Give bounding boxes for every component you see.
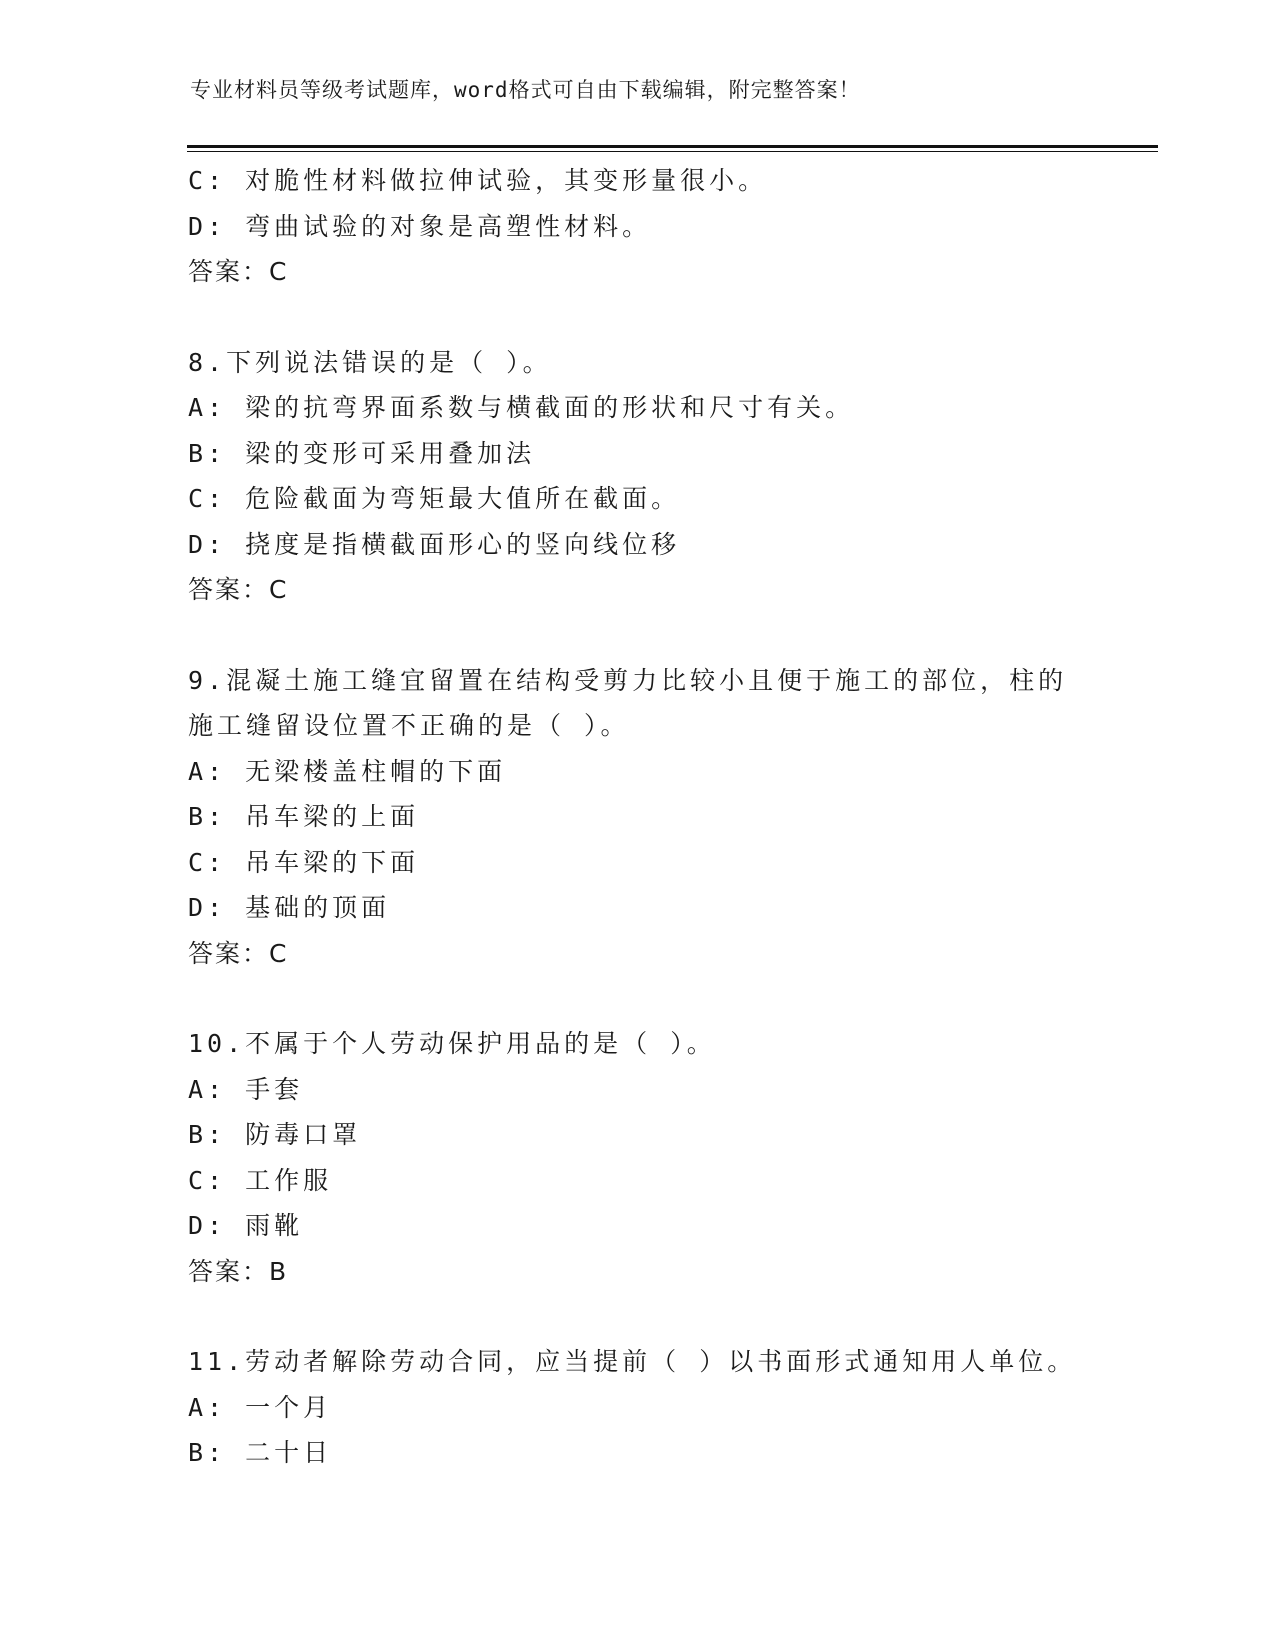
option-text: 吊车梁的下面 [245,847,420,877]
option-text: 梁的抗弯界面系数与横截面的形状和尺寸有关。 [245,393,855,422]
option-label: A: [188,1392,227,1422]
option-line [188,1430,1148,1476]
option-text: 吊车梁的上面 [245,802,420,831]
option-line [188,385,1148,431]
option-text: 基础的顶面 [245,893,391,922]
answer-line: 答案：C [188,938,289,968]
option-line [188,204,1148,250]
page-header: 专业材料员等级考试题库，word格式可自由下载编辑，附完整答案！ [190,78,861,102]
option-text: 弯曲试验的对象是高塑性材料。 [245,211,652,241]
option-label: D: [188,529,227,559]
header-rule-thick [187,145,1158,148]
option-text: 梁的变形可采用叠加法 [245,438,536,468]
option-line [188,1203,1148,1249]
option-label: B: [188,1120,227,1149]
option-line [188,431,1148,477]
option-text: 防毒口罩 [245,1120,362,1149]
option-text: 雨靴 [245,1211,304,1240]
option-label: D: [188,211,227,241]
option-text: 危险截面为弯矩最大值所在截面。 [245,484,681,513]
option-label: B: [188,802,227,831]
option-text: 一个月 [245,1392,333,1422]
option-line [188,840,1148,886]
option-line [188,885,1148,931]
option-label: C: [188,1165,227,1195]
option-line [188,522,1148,568]
option-line [188,476,1148,522]
option-text: 手套 [245,1074,304,1104]
option-label: C: [188,847,227,877]
option-text: 对脆性材料做拉伸试验，其变形量很小。 [245,166,768,195]
question-text: 10.不属于个人劳动保护用品的是（ ）。 [188,1029,716,1058]
question-text: 11.劳动者解除劳动合同，应当提前（ ）以书面形式通知用人单位。 [188,1347,1077,1376]
answer-line: 答案：C [188,257,289,286]
answer-line: 答案：C [188,575,289,604]
option-line [188,1112,1148,1158]
option-label: C: [188,166,227,195]
answer-line: 答案：B [188,1256,289,1286]
option-label: B: [188,438,227,468]
option-label: A: [188,1074,227,1104]
option-line [188,1067,1148,1113]
question-list [188,158,1148,1476]
option-text: 二十日 [245,1438,333,1467]
option-label: B: [188,1438,227,1467]
option-label: A: [188,756,227,786]
option-line [188,158,1148,204]
option-text: 无梁楼盖柱帽的下面 [245,756,507,786]
question-text: 8.下列说法错误的是（ ）。 [188,347,552,377]
option-label: A: [188,393,227,422]
option-line [188,1158,1148,1204]
option-label: D: [188,1211,227,1240]
option-line [188,749,1148,795]
header-rule-thin [187,151,1158,152]
option-label: D: [188,893,227,922]
question-text-continued: 施工缝留设位置不正确的是（ ）。 [188,711,630,740]
option-line [188,794,1148,840]
option-text: 工作服 [245,1165,333,1195]
option-text: 挠度是指横截面形心的竖向线位移 [245,529,681,559]
question-text: 9.混凝土施工缝宜留置在结构受剪力比较小且便于施工的部位，柱的 [188,665,1068,695]
option-label: C: [188,484,227,513]
option-line [188,1385,1148,1431]
